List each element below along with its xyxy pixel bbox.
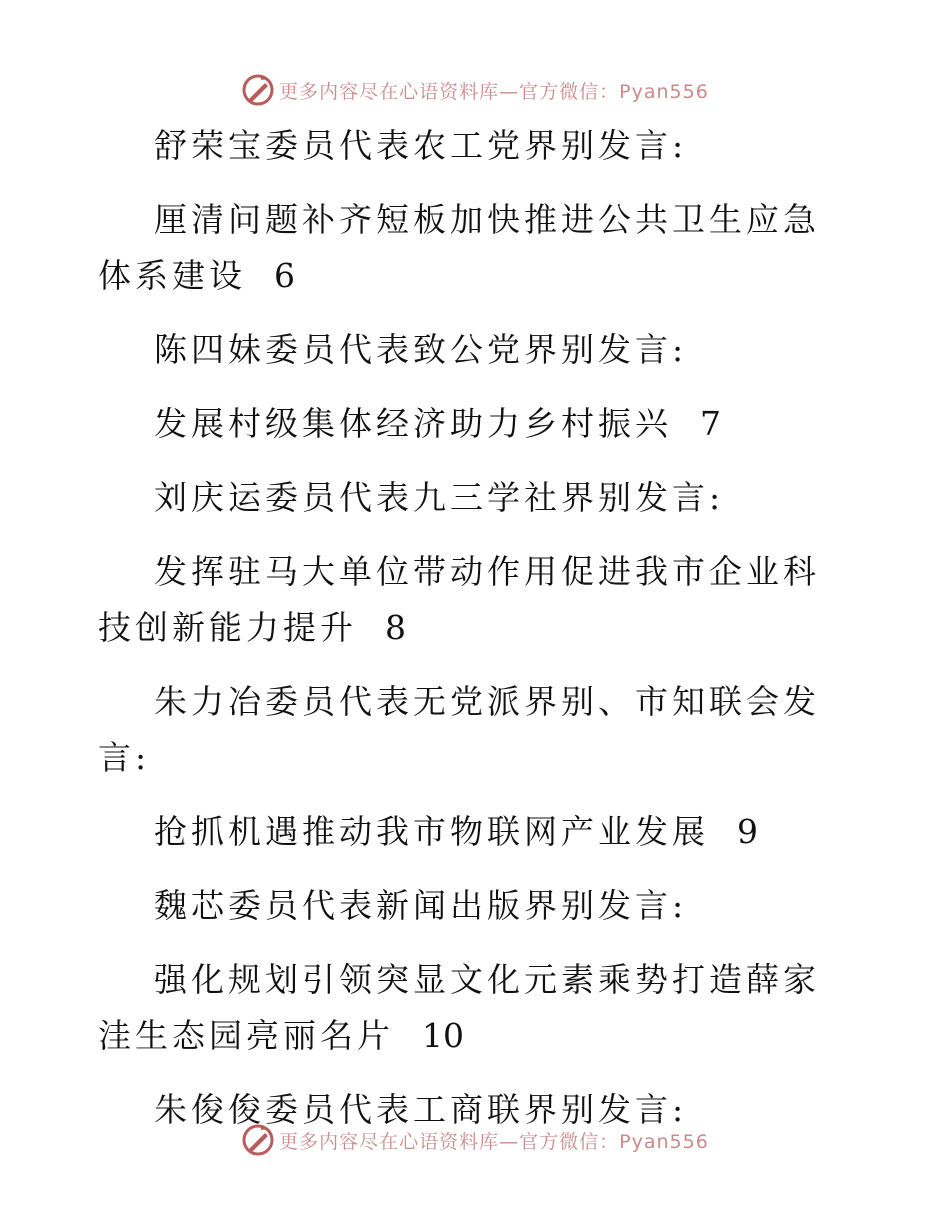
toc-title	[98, 396, 843, 452]
entry-text: 强化规划引领突显文化元素乘势打造薛家洼生态园亮丽名片	[98, 960, 820, 1055]
watermark-text: 更多内容尽在心语资料库—官方微信：Pyan556	[279, 80, 709, 103]
page-number: 7	[700, 404, 721, 443]
entry-text: 舒荣宝委员代表农工党界别发言:	[154, 126, 688, 165]
entry-text: 魏芯委员代表新闻出版界别发言:	[154, 886, 688, 925]
entry-text: 朱力冶委员代表无党派界别、市知联会发言:	[98, 682, 820, 777]
toc-speaker	[98, 674, 843, 786]
entry-text: 朱俊俊委员代表工商联界别发言:	[154, 1090, 688, 1129]
entry-text: 发挥驻马大单位带动作用促进我市企业科技创新能力提升	[98, 552, 820, 647]
pen-logo-icon	[241, 73, 275, 107]
watermark-header	[0, 70, 950, 110]
toc-speaker	[98, 322, 843, 378]
toc-speaker	[98, 470, 843, 526]
watermark-footer	[0, 1120, 950, 1160]
watermark-text: 更多内容尽在心语资料库—官方微信：Pyan556	[279, 1130, 709, 1153]
entry-text: 抢抓机遇推动我市物联网产业发展	[154, 812, 709, 851]
page-number: 8	[385, 608, 406, 647]
entry-text: 发展村级集体经济助力乡村振兴	[154, 404, 672, 443]
entry-text: 刘庆运委员代表九三学社界别发言:	[154, 478, 725, 517]
toc-speaker	[98, 118, 843, 174]
page-number: 6	[274, 256, 295, 295]
pen-logo-icon	[241, 1123, 275, 1157]
toc-content	[98, 118, 843, 1156]
page-number: 10	[422, 1016, 464, 1055]
entry-text: 陈四妹委员代表致公党界别发言:	[154, 330, 688, 369]
toc-title	[98, 544, 843, 656]
toc-title	[98, 952, 843, 1064]
toc-title	[98, 804, 843, 860]
page-number: 9	[737, 812, 758, 851]
toc-title	[98, 192, 843, 304]
entry-text: 厘清问题补齐短板加快推进公共卫生应急体系建设	[98, 200, 820, 295]
toc-speaker	[98, 878, 843, 934]
